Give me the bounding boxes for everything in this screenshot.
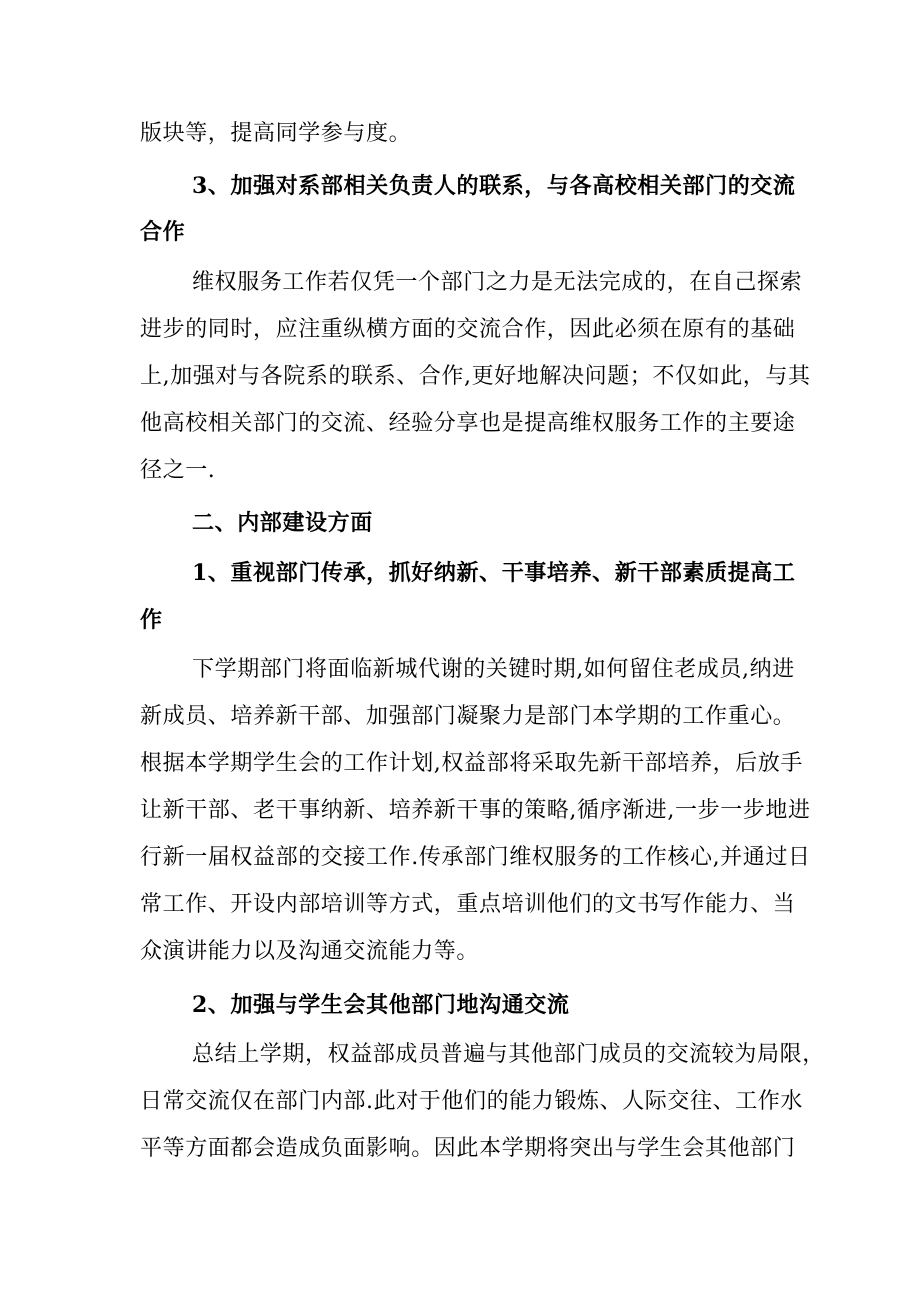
paragraph-line: 下学期部门将面临新城代谢的关键时期,如何留住老成员,纳进 xyxy=(192,657,795,682)
paragraph-line: 版块等，提高同学参与度。 xyxy=(140,121,412,146)
section-heading: 3、加强对系部相关负责人的联系，与各高校相关部门的交流 xyxy=(192,173,796,199)
paragraph-line: 进步的同时，应注重纵横方面的交流合作，因此必须在原有的基础 xyxy=(140,317,796,342)
paragraph-line: 上,加强对与各院系的联系、合作,更好地解决问题；不仅如此，与其 xyxy=(140,364,811,389)
paragraph-line: 常工作、开设内部培训等方式，重点培训他们的文书写作能力、当 xyxy=(140,892,796,917)
paragraph-line: 他高校相关部门的交流、经验分享也是提高维权服务工作的主要途 xyxy=(140,411,796,436)
paragraph-line: 径之一. xyxy=(140,458,216,483)
paragraph-line: 维权服务工作若仅凭一个部门之力是无法完成的，在自己探索 xyxy=(192,270,803,295)
section-heading-continued: 作 xyxy=(140,607,163,633)
paragraph-line: 日常交流仅在部门内部.此对于他们的能力锻炼、人际交往、工作水 xyxy=(140,1089,803,1114)
paragraph-line: 平等方面都会造成负面影响。因此本学期将突出与学生会其他部门 xyxy=(140,1136,796,1161)
paragraph-line: 新成员、培养新干部、加强部门凝聚力是部门本学期的工作重心。 xyxy=(140,704,796,729)
paragraph-line: 让新干部、老干事纳新、培养新干事的策略,循序渐进,一步一步地进 xyxy=(140,798,811,823)
paragraph-line: 根据本学期学生会的工作计划,权益部将采取先新干部培养，后放手 xyxy=(140,751,803,776)
section-heading: 2、加强与学生会其他部门地沟通交流 xyxy=(192,992,570,1018)
section-heading-continued: 合作 xyxy=(140,219,186,245)
section-heading: 二、内部建设方面 xyxy=(192,510,373,536)
paragraph-line: 行新一届权益部的交接工作.传承部门维权服务的工作核心,并通过日 xyxy=(140,845,811,870)
paragraph-line: 众演讲能力以及沟通交流能力等。 xyxy=(140,939,480,964)
section-heading: 1、重视部门传承，抓好纳新、干事培养、新干部素质提高工 xyxy=(192,560,796,586)
paragraph-line: 总结上学期，权益部成员普遍与其他部门成员的交流较为局限， xyxy=(192,1042,825,1067)
